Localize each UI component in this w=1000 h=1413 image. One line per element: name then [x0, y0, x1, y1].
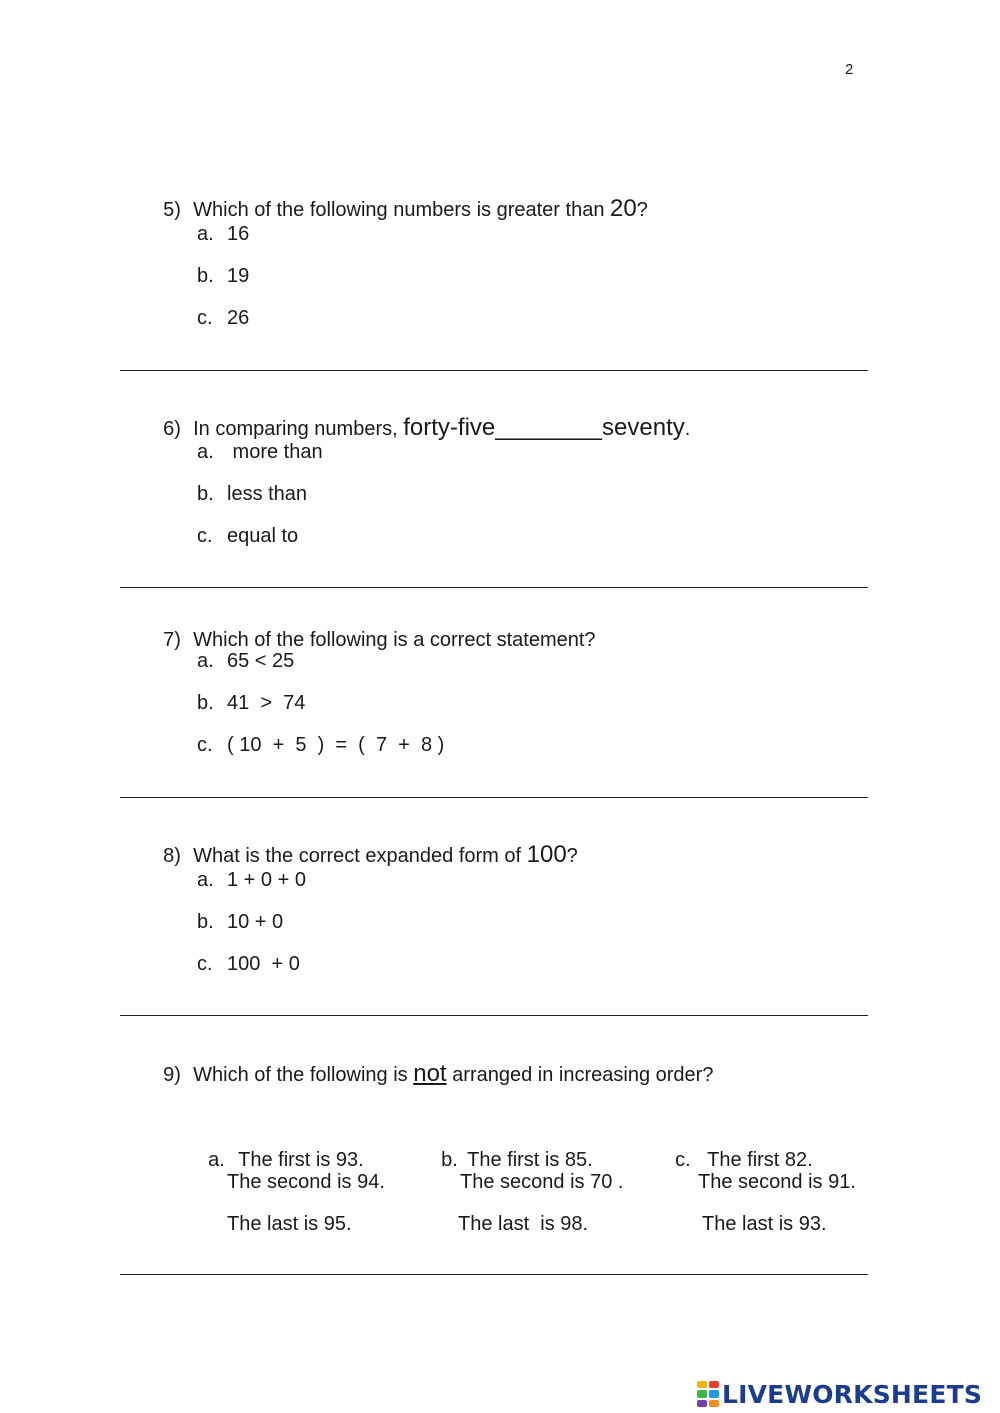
option-8a[interactable]: [197, 870, 306, 890]
option-text: 19: [227, 265, 250, 287]
logo-tile: [709, 1390, 719, 1397]
option-letter: b.: [197, 483, 214, 505]
logo-tile: [697, 1390, 707, 1397]
option-text: ( 10 + 5 ) = ( 7 + 8 ): [227, 734, 445, 756]
option-letter: b.: [441, 1149, 458, 1171]
option-9a-line-3: The last is 95.: [227, 1213, 352, 1235]
divider-rule: [120, 587, 868, 588]
option-9b[interactable]: [430, 1130, 593, 1170]
divider-rule: [120, 370, 868, 371]
option-letter: a.: [197, 869, 214, 891]
logo-tile: [709, 1381, 719, 1388]
option-7c[interactable]: [197, 735, 444, 755]
question-text: What is the correct expanded form of: [193, 845, 527, 867]
option-7b[interactable]: [197, 693, 305, 713]
option-9c[interactable]: [664, 1130, 813, 1170]
option-letter: a.: [197, 441, 214, 463]
option-line: The first 82.: [707, 1149, 813, 1171]
option-letter: c.: [675, 1149, 691, 1171]
option-text: 26: [227, 307, 250, 329]
option-6b[interactable]: [197, 484, 307, 504]
option-letter: c.: [197, 953, 213, 975]
question-emphasis: 100: [526, 841, 567, 868]
option-text: 10 + 0: [227, 911, 284, 933]
option-8b[interactable]: [197, 912, 283, 932]
page-number: 2: [845, 61, 854, 78]
option-5a[interactable]: [197, 224, 249, 244]
question-6: [152, 396, 690, 440]
option-9c-line-2: The second is 91.: [698, 1171, 856, 1193]
option-text: 1 + 0 + 0: [227, 869, 306, 891]
logo-text: LIVEWORKSHEETS: [722, 1379, 983, 1409]
question-text-end: .: [684, 418, 691, 440]
option-letter: c.: [197, 734, 213, 756]
option-text: 65 < 25: [227, 650, 295, 672]
option-5b[interactable]: [197, 266, 249, 286]
option-6c[interactable]: [197, 526, 298, 546]
option-text: 16: [227, 223, 250, 245]
question-number: 9): [163, 1064, 181, 1086]
question-text-end: ?: [566, 845, 578, 867]
question-number: 8): [163, 845, 181, 867]
question-emphasis: not: [413, 1060, 447, 1087]
question-text-end: arranged in increasing order?: [446, 1064, 714, 1086]
option-text: 41 > 74: [227, 692, 306, 714]
question-text: Which of the following numbers is greater than: [193, 199, 610, 221]
option-9b-line-2: The second is 70 .: [460, 1171, 624, 1193]
question-9: [152, 1042, 713, 1086]
question-text: Which of the following is: [193, 1064, 414, 1086]
option-text: less than: [227, 483, 308, 505]
divider-rule: [120, 797, 868, 798]
option-5c[interactable]: [197, 308, 249, 328]
liveworksheets-logo[interactable]: [697, 1380, 982, 1408]
question-emphasis: 20: [610, 195, 637, 222]
question-number: 6): [163, 418, 181, 440]
divider-rule: [120, 1015, 868, 1016]
question-7: [152, 610, 596, 650]
option-line: The first is 85.: [467, 1149, 593, 1171]
option-9b-line-3: The last is 98.: [458, 1213, 589, 1235]
question-text-end: ?: [636, 199, 648, 221]
option-letter: a.: [197, 223, 214, 245]
option-9c-line-3: The last is 93.: [702, 1213, 827, 1235]
option-letter: b.: [197, 692, 214, 714]
option-8c[interactable]: [197, 954, 300, 974]
divider-rule: [120, 1274, 868, 1275]
option-line: The first is 93.: [238, 1149, 364, 1171]
question-8: [152, 823, 578, 867]
option-letter: c.: [197, 307, 213, 329]
question-emphasis: forty-five________seventy: [403, 414, 685, 441]
option-text: 100 + 0: [227, 953, 300, 975]
question-5: [152, 177, 648, 221]
option-6a[interactable]: [197, 442, 323, 462]
question-text: In comparing numbers,: [193, 418, 404, 440]
question-text: Which of the following is a correct statement?: [193, 629, 596, 651]
option-text: equal to: [227, 525, 299, 547]
option-letter: a.: [208, 1149, 225, 1171]
option-letter: c.: [197, 525, 213, 547]
logo-tile: [697, 1381, 707, 1388]
option-letter: b.: [197, 265, 214, 287]
option-text: more than: [227, 441, 323, 463]
option-9a-line-2: The second is 94.: [227, 1171, 385, 1193]
question-number: 7): [163, 629, 181, 651]
logo-tile: [697, 1400, 707, 1407]
option-letter: b.: [197, 911, 214, 933]
logo-tile: [709, 1400, 719, 1407]
option-9a[interactable]: [197, 1130, 364, 1170]
question-number: 5): [163, 199, 181, 221]
option-7a[interactable]: [197, 651, 294, 671]
logo-mark-icon: [697, 1381, 719, 1407]
option-letter: a.: [197, 650, 214, 672]
